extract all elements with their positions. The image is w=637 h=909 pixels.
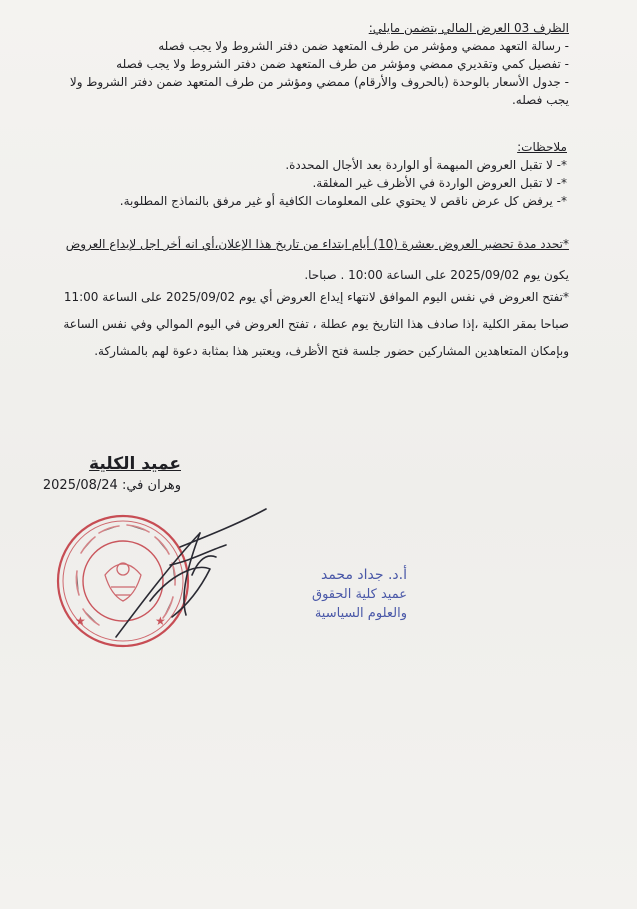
deadline-section — [9, 229, 569, 291]
financial-offer-item: - تفصيل كمي وتقديري ممضي ومؤشر من طرف المتعهد ضمن دفتر الشروط ولا يجب فصله — [116, 57, 569, 71]
note-item: *- لا تقبل العروض المبهمة أو الواردة بعد الأجال المحددة. — [285, 158, 567, 172]
stamp-line: عميد كلية الحقوق — [311, 587, 407, 602]
financial-offer-heading: الظرف 03 العرض المالي يتضمن مايلي: — [368, 21, 569, 35]
financial-offer-item: - جدول الأسعار بالوحدة (بالحروف والأرقام) ممضي ومؤشر من طرف المتعهد ضمن دفتر الشروط ولا — [69, 75, 569, 89]
financial-offer-section — [29, 19, 569, 109]
financial-offer-item: - رسالة التعهد ممضي ومؤشر من طرف المتعهد ضمن دفتر الشروط ولا يجب فصله — [158, 39, 569, 53]
deadline-line: *تحدد مدة تحضير العروض بعشرة (10) أيام ابتداء من تاريخ هذا الإعلان،أي انه أخر اجل لإيداع العروض — [65, 237, 569, 251]
opening-line: صباحا بمقر الكلية ،إذا صادف هذا التاريخ يوم عطلة ، تفتح العروض في اليوم الموالي وفي نفس الساعة — [63, 317, 569, 331]
stamp-line: والعلوم السياسية — [314, 606, 407, 621]
opening-line: *تفتح العروض في نفس اليوم الموافق لانتهاء إيداع العروض أي يوم 2025/09/02 على الساعة 11:00 — [63, 290, 569, 304]
svg-text:★: ★ — [75, 614, 86, 628]
financial-offer-item: يجب فصله. — [511, 93, 569, 107]
deadline-line: يكون يوم 2025/09/02 على الساعة 10:00 . صباحا. — [304, 268, 569, 282]
note-item: *- يرفض كل عرض ناقص لا يحتوي على المعلومات الكافية أو غير مرفق بالنماذج المطلوبة. — [119, 194, 567, 208]
notes-section — [47, 138, 567, 210]
stamp-line: أ.د. جداد محمد — [320, 567, 407, 583]
dean-stamp-text — [207, 566, 407, 623]
signatory-place-date: وهران في: 2025/08/24 — [42, 478, 181, 493]
opening-section — [9, 284, 569, 365]
signatory-title: عميد الكلية — [89, 454, 181, 474]
signatory-block — [42, 452, 181, 496]
notes-heading: ملاحظات: — [517, 140, 567, 154]
note-item: *- لا تقبل العروض الواردة في الأظرف غير المغلقة. — [312, 176, 567, 190]
opening-line: وبإمكان المتعاهدين المشاركين حضور جلسة فتح الأظرف، ويعتبر هذا بمثابة دعوة لهم بالمشاركة. — [94, 344, 569, 358]
svg-text:★: ★ — [155, 614, 166, 628]
